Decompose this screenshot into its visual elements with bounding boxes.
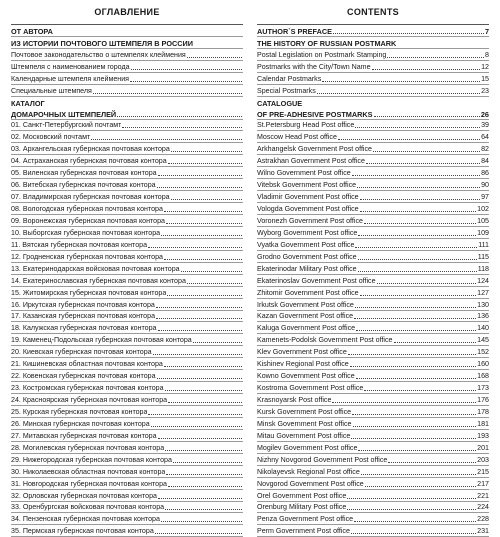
toc-entry-title: Kishinev Regional Post office xyxy=(257,360,349,369)
toc-entry-title: Wilno Government Post office xyxy=(257,169,351,178)
english-toc-entry xyxy=(257,61,489,73)
toc-entry-page: 15 xyxy=(481,74,489,83)
english-toc-column xyxy=(257,0,489,537)
dot-leader xyxy=(373,151,480,152)
dot-leader xyxy=(130,81,242,82)
toc-entry-page: 176 xyxy=(477,396,489,404)
dot-leader xyxy=(355,127,480,128)
dot-leader xyxy=(358,271,477,272)
toc-entry-title: Kursk Government Post office xyxy=(257,407,352,416)
english-toc-entry xyxy=(257,394,489,406)
dot-leader xyxy=(365,486,476,487)
toc-entry-page: 224 xyxy=(477,503,489,512)
toc-entry-title: Nizhny Novgorod Government Post office xyxy=(257,455,388,464)
russian-toc-list xyxy=(11,25,243,537)
english-toc-entry xyxy=(257,382,489,394)
dot-leader xyxy=(165,390,242,391)
toc-entry-title: 02. Московский почтамт xyxy=(11,133,91,142)
toc-entry-page: 217 xyxy=(477,479,489,488)
russian-toc-entry xyxy=(11,513,243,525)
toc-entry-title: Orel Government Post office xyxy=(257,491,347,500)
dot-leader xyxy=(364,390,476,391)
toc-entry-title: 10. Выборгская губернская почтовая контора xyxy=(11,228,161,237)
toc-entry-title: КАТАЛОГ xyxy=(11,98,45,108)
toc-entry-page: 86 xyxy=(481,169,489,178)
toc-entry-title: Календарные штемпеля клеймения xyxy=(11,74,129,83)
dot-leader xyxy=(317,93,480,94)
dot-leader xyxy=(161,235,242,236)
dot-leader xyxy=(158,330,243,331)
dot-leader xyxy=(156,307,242,308)
toc-entry-title: Arkhangelsk Government Post office xyxy=(257,145,373,154)
toc-entry-page: 193 xyxy=(477,431,489,440)
dot-leader xyxy=(165,450,242,451)
toc-entry-title: Voronezh Government Post office xyxy=(257,216,363,225)
russian-toc-entry xyxy=(11,25,243,37)
toc-entry-page: 102 xyxy=(477,205,489,213)
russian-toc-entry xyxy=(11,167,243,179)
toc-entry-page: 127 xyxy=(477,288,489,297)
toc-entry-title: Vitebsk Government Post office xyxy=(257,181,357,190)
russian-toc-entry xyxy=(11,191,243,203)
toc-entry-page: 140 xyxy=(477,324,489,333)
english-toc-entry xyxy=(257,346,489,358)
toc-entry-title: Irkutsk Government Post office xyxy=(257,300,354,309)
dot-leader xyxy=(352,175,480,176)
toc-entry-title: 26. Минская губернская почтовая контора xyxy=(11,419,150,428)
dot-leader xyxy=(91,139,242,140)
russian-toc-entry xyxy=(11,275,243,287)
dot-leader xyxy=(193,342,242,343)
toc-entry-title: 07. Владимирская губернская почтовая контора xyxy=(11,193,170,202)
english-toc-entry xyxy=(257,430,489,442)
russian-toc-entry xyxy=(11,502,243,514)
english-toc-entry xyxy=(257,37,489,49)
dot-leader xyxy=(357,187,480,188)
dot-leader xyxy=(173,462,242,463)
toc-entry-page: 8 xyxy=(485,50,489,59)
russian-toc-entry xyxy=(11,108,243,120)
dot-leader xyxy=(171,199,242,200)
english-toc-entry xyxy=(257,227,489,239)
russian-toc-entry xyxy=(11,227,243,239)
toc-entry-page: 82 xyxy=(481,145,489,154)
dot-leader xyxy=(166,474,242,475)
russian-toc-entry xyxy=(11,299,243,311)
toc-entry-page: 152 xyxy=(477,348,489,357)
dot-leader xyxy=(151,426,242,427)
dot-leader xyxy=(131,69,242,70)
dot-leader xyxy=(161,521,242,522)
dot-leader xyxy=(155,533,242,534)
dot-leader xyxy=(358,235,476,236)
toc-entry-title: 25. Курская губернская почтовая контора xyxy=(11,407,148,416)
russian-toc-entry xyxy=(11,143,243,155)
toc-entry-title: 35. Пермская губернская почтовая контора xyxy=(11,527,154,536)
english-toc-entry xyxy=(257,299,489,311)
dot-leader xyxy=(358,450,476,451)
russian-toc-entry xyxy=(11,85,243,97)
toc-entry-page: 12 xyxy=(481,62,489,71)
toc-entry-page: 115 xyxy=(477,252,489,261)
toc-entry-title: ДОМАРОЧНЫХ ШТЕМПЕЛЕЙ xyxy=(11,109,117,119)
russian-toc-entry xyxy=(11,155,243,167)
russian-toc-entry xyxy=(11,454,243,466)
dot-leader xyxy=(361,474,476,475)
toc-entry-title: Nikolayevsk Regional Post office xyxy=(257,467,360,476)
toc-entry-title: 06. Витебская губернская почтовая контора xyxy=(11,181,156,190)
dot-leader xyxy=(377,283,477,284)
dot-leader xyxy=(168,486,242,487)
toc-entry-page: 64 xyxy=(481,133,489,142)
toc-entry-title: Ekaterinoslav Government Post office xyxy=(257,276,376,285)
english-toc-entry xyxy=(257,334,489,346)
toc-entry-title: Mitau Government Post office xyxy=(257,431,351,440)
toc-entry-title: 09. Воронежская губернская почтовая контора xyxy=(11,216,165,225)
toc-entry-title: Calendar Postmarks xyxy=(257,74,322,83)
dot-leader xyxy=(164,211,242,212)
toc-entry-title: 21. Кишиневская областная почтовая контора xyxy=(11,360,163,369)
toc-entry-title: 15. Житомирская губернская почтовая контора xyxy=(11,288,167,297)
russian-toc-entry xyxy=(11,203,243,215)
toc-entry-title: ОТ АВТОРА xyxy=(11,26,53,36)
toc-entry-title: Kostroma Government Post office xyxy=(257,384,364,393)
toc-entry-page: 124 xyxy=(477,276,489,285)
toc-entry-title: Wyborg Government Post office xyxy=(257,228,358,237)
english-toc-entry xyxy=(257,73,489,85)
dot-leader xyxy=(338,139,480,140)
toc-entry-title: 24. Красноярская губернская почтовая контора xyxy=(11,396,168,404)
toc-entry-title: Astrakhan Government Post office xyxy=(257,157,365,166)
toc-entry-title: Penza Government Post office xyxy=(257,515,354,524)
toc-entry-page: 90 xyxy=(481,181,489,190)
toc-entry-title: Почтовое законодательство о штемпелях клеймения xyxy=(11,50,186,59)
toc-entry-page: 168 xyxy=(477,372,489,381)
dot-leader xyxy=(333,33,484,34)
toc-entry-title: 16. Иркутская губернская почтовая контора xyxy=(11,300,155,309)
english-toc-entry xyxy=(257,143,489,155)
dot-leader xyxy=(158,175,242,176)
dot-leader xyxy=(164,366,242,367)
toc-entry-title: 17. Казанская губернская почтовая контора xyxy=(11,312,156,321)
russian-toc-entry xyxy=(11,525,243,537)
toc-entry-title: Ekaterinodar Military Post office xyxy=(257,264,357,273)
russian-toc-entry xyxy=(11,49,243,61)
toc-entry-page: 26 xyxy=(480,109,489,119)
english-toc-entry xyxy=(257,418,489,430)
toc-entry-page: 84 xyxy=(481,157,489,166)
dot-leader xyxy=(351,438,476,439)
english-toc-entry xyxy=(257,466,489,478)
english-toc-entry xyxy=(257,179,489,191)
toc-entry-title: 28. Могилевская губернская почтовая контора xyxy=(11,443,165,452)
toc-entry-page: 221 xyxy=(477,491,489,500)
toc-entry-page: 111 xyxy=(478,240,489,249)
toc-entry-title: Novgorod Government Post office xyxy=(257,479,364,488)
dot-leader xyxy=(166,223,242,224)
english-toc-entry xyxy=(257,370,489,382)
toc-entry-title: Minsk Government Post office xyxy=(257,419,352,428)
dot-leader xyxy=(156,318,242,319)
toc-entry-title: Krasnoyarsk Post office xyxy=(257,396,332,404)
toc-entry-title: Zhitomir Government Post office xyxy=(257,288,359,297)
toc-entry-page: 118 xyxy=(477,264,489,273)
english-toc-entry xyxy=(257,49,489,61)
english-toc-entry xyxy=(257,287,489,299)
english-toc-entry xyxy=(257,203,489,215)
russian-toc-entry xyxy=(11,97,243,108)
english-toc-entry xyxy=(257,108,489,120)
russian-toc-entry xyxy=(11,322,243,334)
toc-entry-title: AUTHOR`S PREFACE xyxy=(257,26,332,36)
english-toc-entry xyxy=(257,251,489,263)
toc-entry-title: 11. Вятская губернская почтовая контора xyxy=(11,240,148,249)
russian-toc-entry xyxy=(11,442,243,454)
english-toc-entry xyxy=(257,85,489,97)
toc-entry-page: 201 xyxy=(477,443,489,452)
russian-toc-entry xyxy=(11,358,243,370)
dot-leader xyxy=(148,414,242,415)
dot-leader xyxy=(347,498,476,499)
dot-leader xyxy=(360,199,481,200)
dot-leader xyxy=(360,211,477,212)
toc-entry-title: 32. Орловская губернская почтовая контора xyxy=(11,491,157,500)
toc-entry-page: 173 xyxy=(477,384,489,393)
dot-leader xyxy=(354,521,476,522)
toc-entry-page: 181 xyxy=(477,419,489,428)
russian-toc-entry xyxy=(11,394,243,406)
toc-entry-title: St.Petersburg Head Post office xyxy=(257,121,355,130)
toc-entry-title: 33. Оренбургская войсковая почтовая контора xyxy=(11,503,165,512)
russian-toc-entry xyxy=(11,263,243,275)
english-toc-entry xyxy=(257,525,489,537)
english-toc-list xyxy=(257,25,489,537)
toc-entry-title: Special Postmarks xyxy=(257,86,316,95)
english-toc-entry xyxy=(257,97,489,108)
toc-entry-page: 215 xyxy=(477,467,489,476)
dot-leader xyxy=(148,247,242,248)
toc-entry-title: Vyatka Government Post office xyxy=(257,240,355,249)
toc-entry-page: 160 xyxy=(477,360,489,369)
dot-leader xyxy=(394,342,477,343)
english-toc-entry xyxy=(257,406,489,418)
toc-entry-title: Klev Government Post office xyxy=(257,348,347,357)
toc-entry-title: Штемпеля с наименованием города xyxy=(11,62,130,71)
toc-entry-title: 14. Екатеринославская губернская почтовая контора xyxy=(11,276,186,285)
toc-entry-title: 22. Ковенская губернская почтовая контора xyxy=(11,372,156,381)
dot-leader xyxy=(388,462,476,463)
toc-entry-title: ИЗ ИСТОРИИ ПОЧТОВОГО ШТЕМПЕЛЯ В РОССИИ xyxy=(11,38,194,48)
english-toc-entry xyxy=(257,167,489,179)
english-toc-entry xyxy=(257,215,489,227)
toc-entry-page: 231 xyxy=(477,527,489,536)
dot-leader xyxy=(347,509,476,510)
toc-entry-page: 228 xyxy=(477,515,489,524)
dot-leader xyxy=(374,116,480,117)
toc-entry-title: Kaluga Government Post office xyxy=(257,324,356,333)
toc-entry-page: 23 xyxy=(481,86,489,95)
english-toc-entry xyxy=(257,442,489,454)
dot-leader xyxy=(157,378,242,379)
toc-entry-title: 13. Екатеринодарская войсковая почтовая контора xyxy=(11,264,180,273)
dot-leader xyxy=(122,127,242,128)
dot-leader xyxy=(354,318,476,319)
toc-entry-title: CATALOGUE xyxy=(257,98,303,108)
english-toc-entry xyxy=(257,191,489,203)
english-toc-entry xyxy=(257,275,489,287)
russian-toc-entry xyxy=(11,406,243,418)
toc-entry-title: 34. Пензенская губернская почтовая контора xyxy=(11,515,160,524)
russian-toc-entry xyxy=(11,251,243,263)
dot-leader xyxy=(332,402,476,403)
english-toc-entry xyxy=(257,358,489,370)
dot-leader xyxy=(171,151,242,152)
toc-entry-title: Moscow Head Post office xyxy=(257,133,337,142)
russian-toc-entry xyxy=(11,418,243,430)
english-toc-entry xyxy=(257,478,489,490)
toc-entry-title: Orenburg Military Post office xyxy=(257,503,347,512)
toc-entry-title: Vladimir Government Post office xyxy=(257,193,359,202)
toc-entry-title: 30. Николаевская областная почтовая контора xyxy=(11,467,166,476)
toc-entry-title: 12. Гродненская губернская почтовая контора xyxy=(11,252,163,261)
dot-leader xyxy=(164,259,242,260)
english-toc-header: CONTENTS xyxy=(257,0,489,25)
toc-entry-title: Kowno Government Post office xyxy=(257,372,355,381)
russian-toc-entry xyxy=(11,179,243,191)
dot-leader xyxy=(181,271,242,272)
toc-entry-page: 178 xyxy=(477,407,489,416)
toc-entry-page: 105 xyxy=(477,216,489,225)
dot-leader xyxy=(93,93,242,94)
toc-entry-title: 05. Виленская губернская почтовая контора xyxy=(11,169,157,178)
dot-leader xyxy=(157,187,242,188)
english-toc-entry xyxy=(257,502,489,514)
dot-leader xyxy=(187,283,242,284)
dot-leader xyxy=(351,533,476,534)
toc-entry-page: 145 xyxy=(477,336,489,345)
dot-leader xyxy=(158,498,242,499)
russian-toc-entry xyxy=(11,61,243,73)
english-toc-entry xyxy=(257,239,489,251)
dot-leader xyxy=(358,259,477,260)
dot-leader xyxy=(364,223,476,224)
toc-entry-title: Mogilev Government Post office xyxy=(257,443,358,452)
russian-toc-column xyxy=(11,0,243,537)
dot-leader xyxy=(117,116,242,117)
english-toc-entry xyxy=(257,263,489,275)
toc-entry-page: 136 xyxy=(477,312,489,321)
russian-toc-entry xyxy=(11,37,243,49)
toc-entry-title: Grodno Government Post office xyxy=(257,252,357,261)
dot-leader xyxy=(168,163,242,164)
toc-entry-page: 39 xyxy=(481,121,489,130)
russian-toc-entry xyxy=(11,370,243,382)
dot-leader xyxy=(355,247,477,248)
toc-entry-page: 203 xyxy=(477,455,489,464)
english-toc-entry xyxy=(257,513,489,525)
russian-toc-header: ОГЛАВЛЕНИЕ xyxy=(11,0,243,25)
toc-entry-title: 08. Вологодская губернская почтовая контора xyxy=(11,205,163,213)
dot-leader xyxy=(356,378,476,379)
russian-toc-entry xyxy=(11,478,243,490)
russian-toc-entry xyxy=(11,215,243,227)
english-toc-entry xyxy=(257,131,489,143)
toc-entry-page: 109 xyxy=(477,228,489,237)
russian-toc-entry xyxy=(11,430,243,442)
toc-entry-title: 04. Астраханская губернская почтовая контора xyxy=(11,157,167,166)
dot-leader xyxy=(350,366,476,367)
dot-leader xyxy=(158,438,242,439)
english-toc-entry xyxy=(257,454,489,466)
russian-toc-entry xyxy=(11,382,243,394)
russian-toc-entry xyxy=(11,334,243,346)
toc-entry-title: 31. Новгородская губернская почтовая контора xyxy=(11,479,167,488)
english-toc-entry xyxy=(257,25,489,37)
dot-leader xyxy=(366,163,480,164)
toc-entry-title: Perm Government Post office xyxy=(257,527,350,536)
toc-entry-title: Vologda Government Post office xyxy=(257,205,359,213)
dot-leader xyxy=(168,402,242,403)
toc-entry-title: 18. Калужская губернская почтовая контора xyxy=(11,324,157,333)
toc-entry-title: 23. Костромская губернская почтовая контора xyxy=(11,384,164,393)
toc-entry-title: Kazan Government Post office xyxy=(257,312,354,321)
toc-entry-title: 19. Каменец-Подольская губернская почтовая контора xyxy=(11,336,192,345)
toc-entry-title: Kamenets-Podolsk Government Post office xyxy=(257,336,393,345)
dot-leader xyxy=(353,426,477,427)
toc-entry-title: 20. Киевская губернская почтовая контора xyxy=(11,348,152,357)
russian-toc-entry xyxy=(11,73,243,85)
toc-entry-title: Специальные штемпеля xyxy=(11,86,92,95)
toc-entry-page: 130 xyxy=(477,300,489,309)
toc-entry-title: 27. Митавская губернская почтовая контора xyxy=(11,431,157,440)
toc-entry-title: 01. Санкт-Петербургский почтамт xyxy=(11,121,122,130)
russian-toc-entry xyxy=(11,120,243,132)
russian-toc-entry xyxy=(11,287,243,299)
dot-leader xyxy=(167,295,242,296)
english-toc-entry xyxy=(257,311,489,323)
dot-leader xyxy=(360,295,477,296)
dot-leader xyxy=(187,57,242,58)
russian-toc-entry xyxy=(11,346,243,358)
dot-leader xyxy=(356,330,476,331)
toc-entry-title: Postal Legislation on Postmark Stamping xyxy=(257,50,387,59)
toc-entry-page: 7 xyxy=(484,26,489,36)
dot-leader xyxy=(355,307,476,308)
russian-toc-entry xyxy=(11,239,243,251)
english-toc-entry xyxy=(257,322,489,334)
dot-leader xyxy=(372,69,481,70)
toc-entry-title: 03. Архангельская губернская почтовая контора xyxy=(11,145,170,154)
russian-toc-entry xyxy=(11,311,243,323)
dot-leader xyxy=(352,414,476,415)
dot-leader xyxy=(153,354,242,355)
russian-toc-entry xyxy=(11,131,243,143)
toc-entry-page: 97 xyxy=(481,193,489,202)
english-toc-entry xyxy=(257,155,489,167)
toc-entry-title: OF PRE-ADHESIVE POSTMARKS xyxy=(257,109,373,119)
russian-toc-entry xyxy=(11,466,243,478)
english-toc-entry xyxy=(257,120,489,132)
dot-leader xyxy=(348,354,476,355)
dot-leader xyxy=(322,81,480,82)
toc-entry-title: Postmarks with the City/Town Name xyxy=(257,62,371,71)
toc-entry-title: 29. Нижегородская губернская почтовая контора xyxy=(11,455,172,464)
toc-entry-title: THE HISTORY OF RUSSIAN POSTMARK xyxy=(257,38,397,48)
dot-leader xyxy=(165,509,242,510)
dot-leader xyxy=(387,57,484,58)
